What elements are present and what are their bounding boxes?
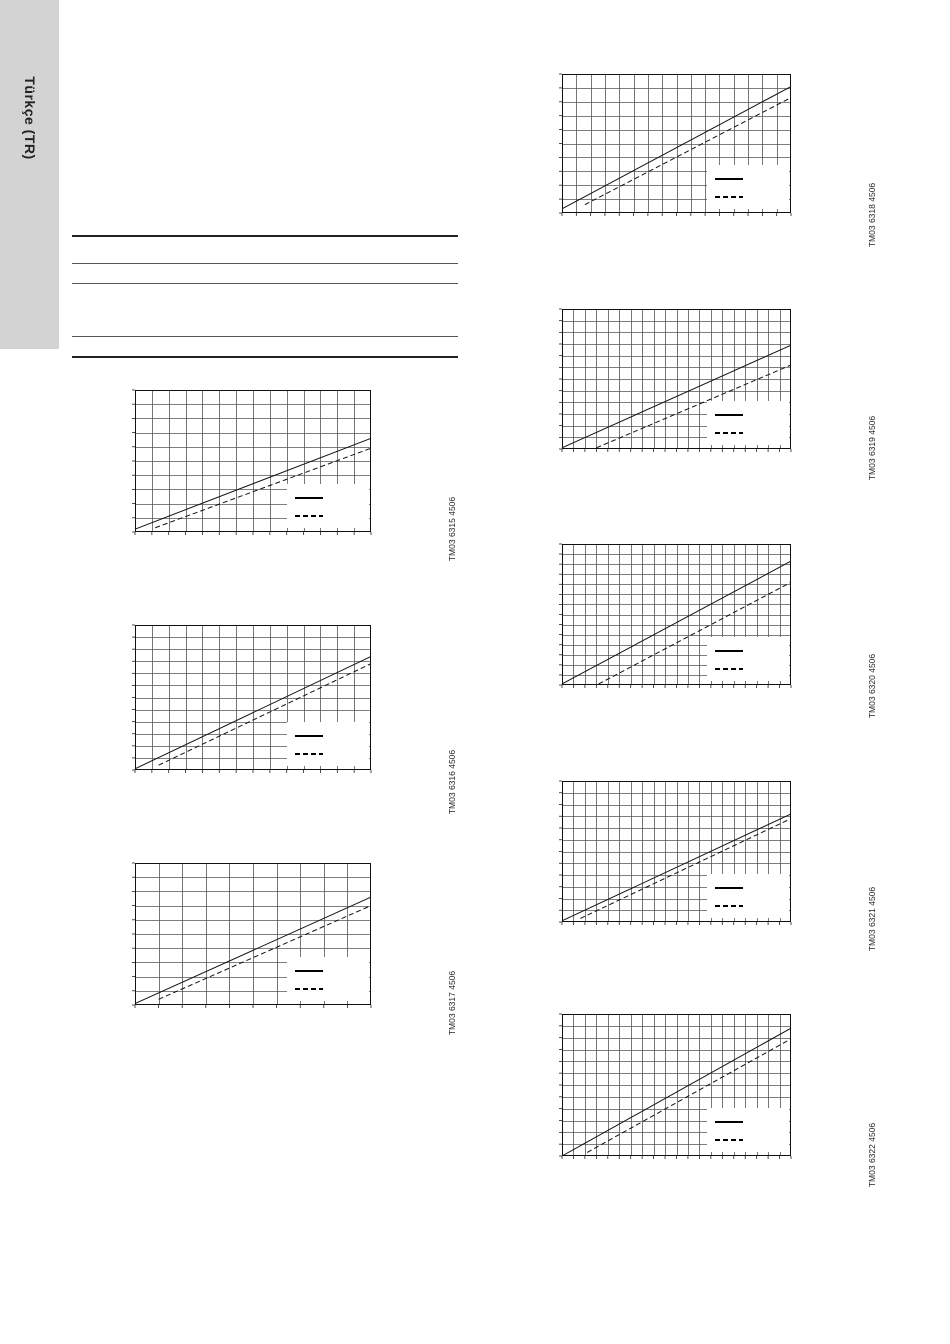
language-label: Türkçe (TR) — [22, 76, 38, 160]
legend-box — [287, 484, 369, 528]
table-rule — [72, 283, 458, 284]
figure-code: TM03 6316 4506 — [447, 749, 457, 815]
chart-tm03-6322 — [562, 1014, 791, 1156]
chart-tm03-6316 — [135, 625, 371, 770]
chart-tm03-6321 — [562, 781, 791, 922]
legend-box — [707, 165, 789, 209]
legend-box — [707, 401, 789, 445]
figure-code: TM03 6315 4506 — [447, 496, 457, 562]
legend-box — [707, 1108, 789, 1152]
legend-box — [287, 957, 369, 1001]
table-rule — [72, 336, 458, 337]
chart-tm03-6317 — [135, 863, 371, 1005]
chart-tm03-6315 — [135, 390, 371, 532]
table-rule-bottom — [72, 356, 458, 358]
legend-box — [707, 874, 789, 918]
figure-code: TM03 6322 4506 — [867, 1122, 877, 1188]
table-rule-top — [72, 235, 458, 237]
figure-code: TM03 6318 4506 — [867, 182, 877, 248]
chart-tm03-6318 — [562, 74, 791, 213]
chart-tm03-6319 — [562, 309, 791, 449]
chart-tm03-6320 — [562, 544, 791, 685]
figure-code: TM03 6317 4506 — [447, 970, 457, 1036]
language-side-tab — [0, 0, 59, 349]
figure-code: TM03 6320 4506 — [867, 653, 877, 719]
legend-box — [707, 637, 789, 681]
figure-code: TM03 6321 4506 — [867, 886, 877, 952]
table-rule — [72, 263, 458, 264]
figure-code: TM03 6319 4506 — [867, 415, 877, 481]
legend-box — [287, 722, 369, 766]
